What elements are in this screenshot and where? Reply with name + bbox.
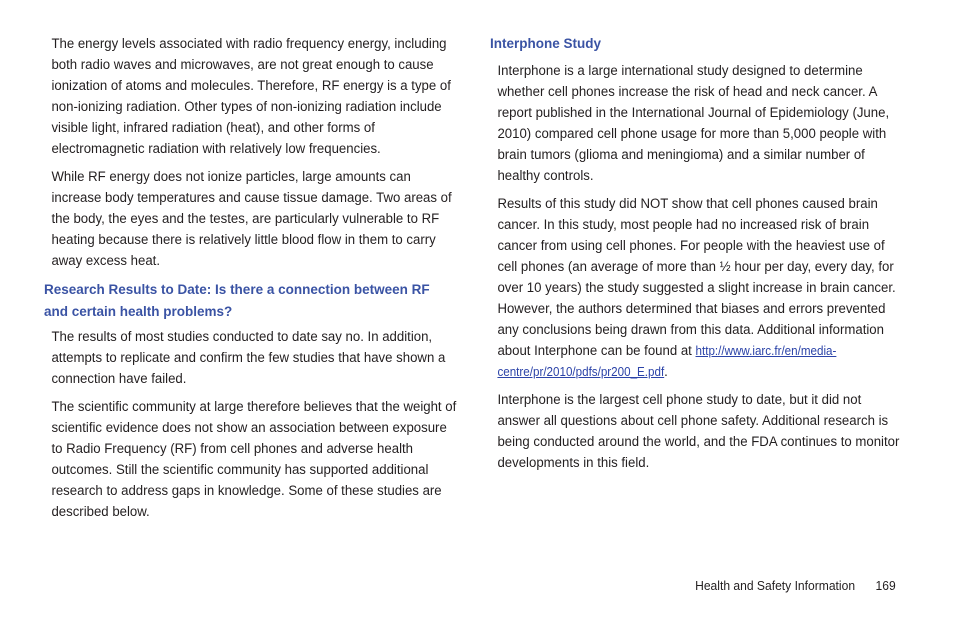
paragraph-interphone-conclusion: Interphone is the largest cell phone study to date, but it did not answer all questions about cell phone safety. Additional research is being conducted around the world, and the FDA continues to monitor developments in this field. (497, 392, 900, 471)
paragraph-scientific-community: The scientific community at large therefore believes that the weight of scientific evidence does not show an association between exposure to Radio Frequency (RF) from cell phones and adverse health outcomes. Still the scientific community has supported additional research to address gaps in knowledge. Some of these studies are described below. (51, 399, 457, 520)
paragraph-study-results: The results of most studies conducted to date say no. In addition, attempts to replicate and confirm the few studies that have shown a connection have failed. (51, 329, 446, 387)
paragraph-interphone-results (490, 194, 907, 383)
page-footer (695, 578, 896, 593)
iarc-link[interactable]: http://www.iarc.fr/en/media-centre/pr/2010/pdfs/pr200_E.pdf (497, 344, 837, 379)
footer-section-title: Health and Safety Information (695, 578, 856, 593)
paragraph-rf-energy: The energy levels associated with radio frequency energy, including both radio waves and microwaves, are not great enough to cause ionization of atoms and molecules. Therefore, RF energy is a type of non-ionizing radiation. Other types of non-ionizing radiation include visible light, infrared radiation (heat), and other forms of electromagnetic radiation with relatively low frequencies. (51, 36, 451, 157)
page-number: 169 (875, 578, 896, 593)
heading-research-results: Research Results to Date: Is there a connection between RF and certain health problems? (44, 282, 430, 319)
interphone-results-text: Results of this study did NOT show that cell phones caused brain cancer. In this study, most people had no increased risk of brain cancer from using cell phones. For people with the heaviest use of cell phones (an average of more than ½ hour per day, every day, for over 10 years) the study suggested a slight increase in brain cancer. However, the authors determined that biases and errors prevented any conclusions being drawn from this data. Additional information about Interphone can be found at (497, 196, 896, 359)
left-column (44, 34, 456, 530)
link-suffix: . (664, 364, 668, 380)
right-column (490, 34, 904, 481)
heading-interphone-study: Interphone Study (490, 36, 601, 51)
paragraph-rf-heating: While RF energy does not ionize particles, large amounts can increase body temperatures and cause tissue damage. Two areas of the body, the eyes and the testes, are particularly vulnerable to RF heating because there is relatively little blood flow in them to carry away excess heat. (51, 169, 452, 269)
paragraph-interphone-intro: Interphone is a large international study designed to determine whether cell phones increase the risk of head and neck cancer. A report published in the International Journal of Epidemiology (June, 2010) compared cell phone usage for more than 5,000 people with brain tumors (glioma and meningioma) and a similar number of healthy controls. (497, 63, 890, 184)
